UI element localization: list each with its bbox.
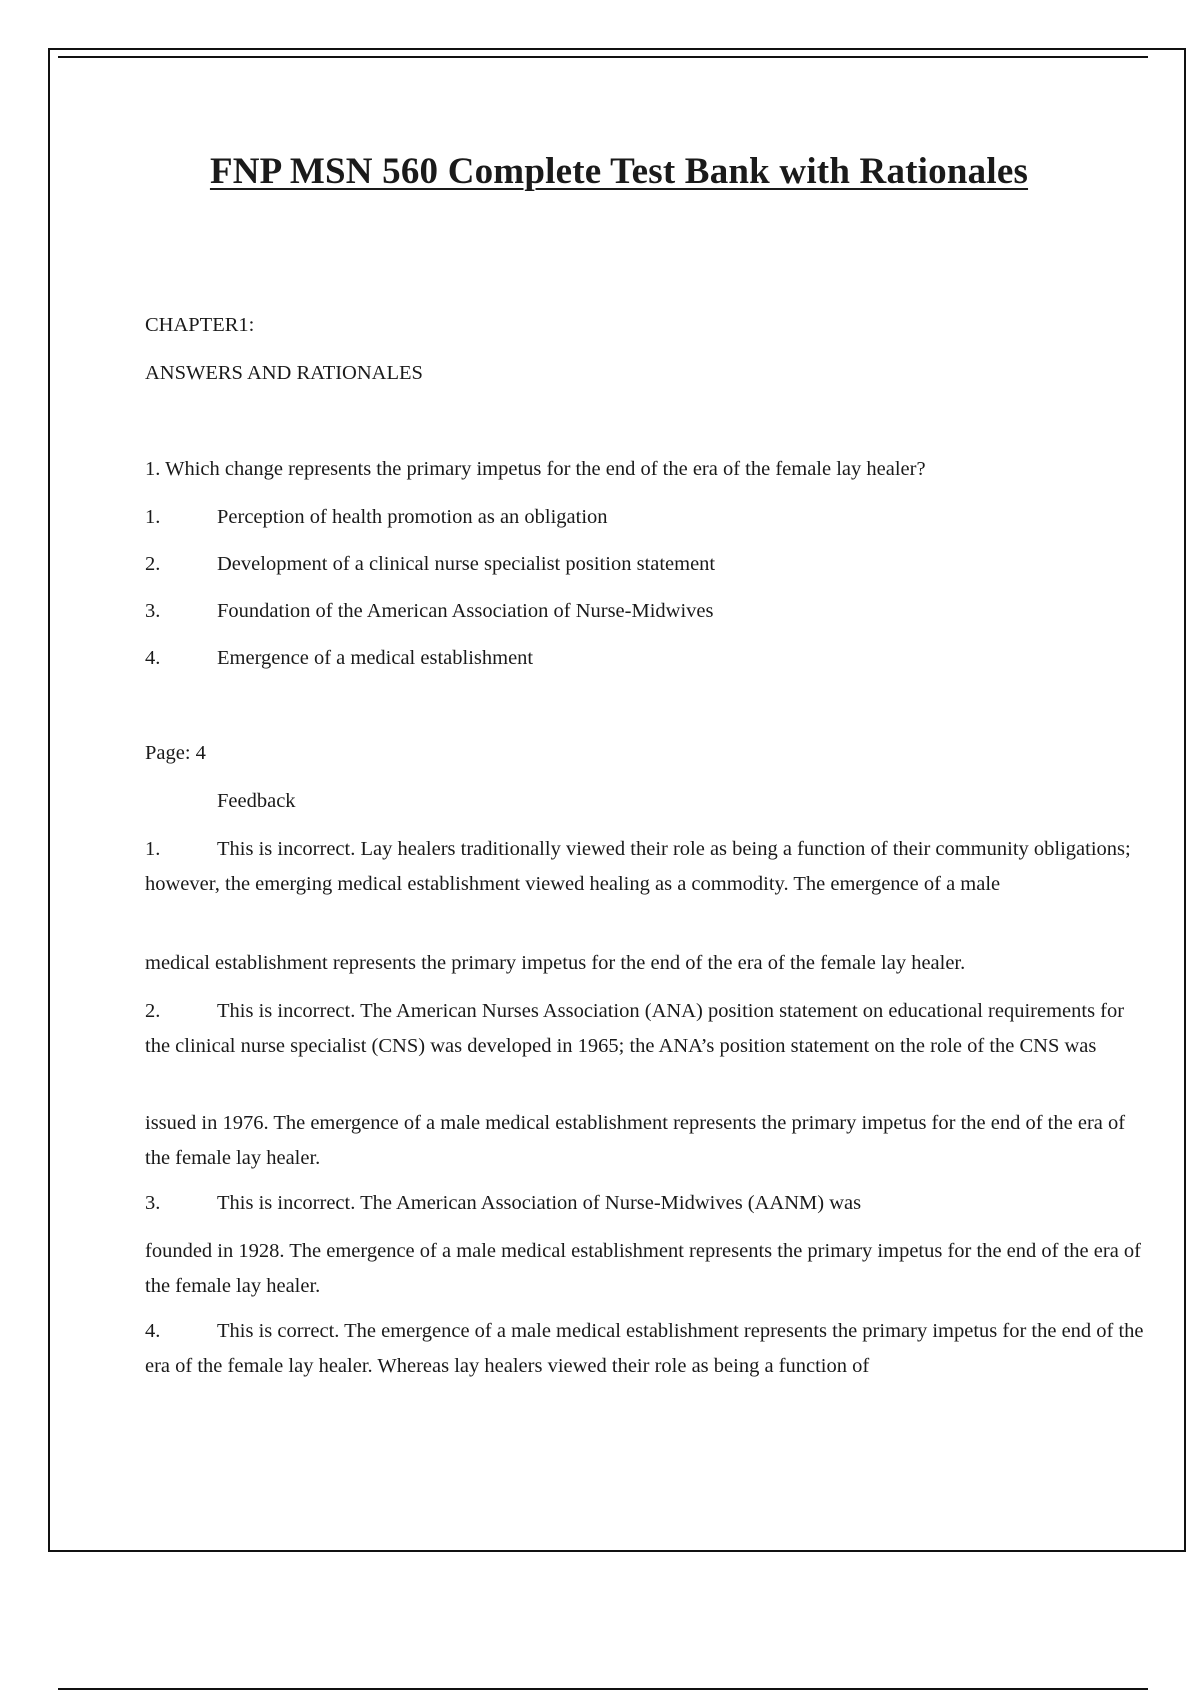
option-4 [145,641,533,676]
question-text: 1. Which change represents the primary impetus for the end of the era of the female lay healer? [145,458,926,480]
top-rule [58,56,1148,58]
option-1 [145,500,608,535]
feedback-number: 4. [145,1320,161,1342]
chapter-heading: CHAPTER1: [145,314,255,336]
page-frame [48,48,1186,1552]
feedback-label: Feedback [217,790,296,812]
option-text: Perception of health promotion as an obligation [217,506,608,528]
feedback-number: 2. [145,1000,161,1022]
option-text: Emergence of a medical establishment [217,647,534,669]
feedback-continuation-1: medical establishment represents the primary impetus for the end of the era of the female lay healer. [145,952,966,974]
option-3 [145,594,713,629]
feedback-item-2 [145,994,1145,1064]
feedback-continuation-2: issued in 1976. The emergence of a male medical establishment represents the primary impetus for the end of the era of the female lay healer. [145,1112,1126,1169]
option-text: Development of a clinical nurse specialist position statement [217,553,716,575]
feedback-item-1 [145,832,1145,902]
page-label: Page: 4 [145,742,206,764]
feedback-continuation-3: founded in 1928. The emergence of a male medical establishment represents the primary impetus for the end of the era of the female lay healer. [145,1240,1141,1297]
option-number: 1. [145,506,161,528]
option-number: 4. [145,647,161,669]
feedback-text: This is incorrect. The American Nurses Association (ANA) position statement on educational requirements for the clinical nurse specialist (CNS) was developed in 1965; the ANA’s position statement on the role of the CNS was [145,1000,1125,1057]
feedback-number: 1. [145,838,161,860]
option-number: 2. [145,553,161,575]
option-text: Foundation of the American Association of Nurse-Midwives [217,600,714,622]
option-number: 3. [145,600,161,622]
feedback-text: This is correct. The emergence of a male medical establishment represents the primary impetus for the end of the era of the female lay healer. Whereas lay healers viewed their role as being a function of [145,1320,1144,1377]
feedback-item-3 [145,1186,1145,1221]
feedback-text: This is incorrect. The American Association of Nurse-Midwives (AANM) was [217,1192,862,1214]
section-heading: ANSWERS AND RATIONALES [145,362,423,384]
feedback-text: This is incorrect. Lay healers traditionally viewed their role as being a function of their community obligations; however, the emerging medical establishment viewed healing as a commodity. The emergence of a male [145,838,1131,895]
bottom-rule [58,1688,1148,1690]
document-title: FNP MSN 560 Complete Test Bank with Rationales [209,151,1029,192]
option-2 [145,547,715,582]
feedback-number: 3. [145,1192,161,1214]
feedback-item-4 [145,1314,1145,1384]
